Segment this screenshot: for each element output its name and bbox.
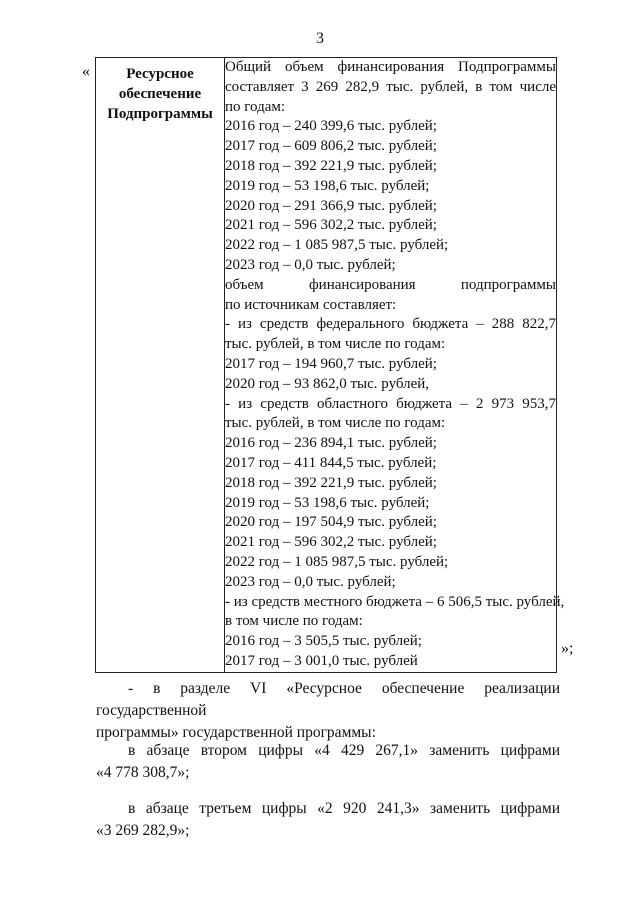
paragraph-line: «3 269 282,9»;: [96, 822, 190, 839]
replacement-paragraph: [96, 740, 560, 784]
detail-line: 2016 год – 240 399,6 тыс. рублей;: [225, 118, 437, 135]
resource-label-line: Ресурсное: [126, 66, 194, 82]
resource-label-line: обеспечение: [118, 86, 202, 102]
detail-line: тыс. рублей, в том числе по годам:: [225, 415, 446, 432]
detail-line: 2017 год – 194 960,7 тыс. рублей;: [225, 355, 437, 372]
detail-line: в том числе по годам:: [225, 613, 363, 630]
detail-line: 2022 год – 1 085 987,5 тыс. рублей;: [225, 237, 449, 254]
replacement-paragraph: [96, 798, 560, 842]
closing-quote: »;: [561, 640, 574, 657]
detail-line: по источникам составляет:: [225, 296, 397, 313]
paragraph-line: в абзаце третьем цифры «2 920 241,3» заменить цифрами: [128, 800, 560, 817]
resource-label-line: Подпрограммы: [107, 106, 213, 122]
detail-line: по годам:: [225, 98, 286, 115]
paragraph-line: программы» государственной программы:: [96, 724, 376, 741]
detail-line: - из средств местного бюджета – 6 506,5 тыс. рублей,: [225, 593, 565, 610]
paragraph-line: - в разделе VI «Ресурсное обеспечение реализации государственной: [96, 680, 560, 719]
resource-table: [95, 57, 565, 673]
detail-line: 2016 год – 3 505,5 тыс. рублей;: [225, 633, 422, 650]
resource-label-cell: [96, 58, 225, 673]
detail-line: 2020 год – 93 862,0 тыс. рублей,: [225, 375, 430, 392]
detail-line: 2021 год – 596 302,2 тыс. рублей;: [225, 217, 437, 234]
detail-line: 2023 год – 0,0 тыс. рублей;: [225, 573, 396, 590]
paragraph-line: в абзаце втором цифры «4 429 267,1» заменить цифрами: [128, 742, 560, 759]
detail-line: составляет 3 269 282,9 тыс. рублей, в том числе: [225, 78, 556, 95]
detail-line: 2019 год – 53 198,6 тыс. рублей;: [225, 494, 430, 511]
detail-line: 2019 год – 53 198,6 тыс. рублей;: [225, 177, 430, 194]
detail-line: 2021 год – 596 302,2 тыс. рублей;: [225, 534, 437, 551]
detail-line: 2017 год – 411 844,5 тыс. рублей;: [225, 454, 437, 471]
resource-label: [96, 58, 224, 124]
detail-line: 2020 год – 291 366,9 тыс. рублей;: [225, 197, 437, 214]
page-number: 3: [316, 30, 324, 47]
detail-line: - из средств федерального бюджета – 288 822,7: [225, 316, 556, 333]
detail-line: 2017 год – 3 001,0 тыс. рублей: [225, 652, 418, 669]
detail-line: 2018 год – 392 221,9 тыс. рублей;: [225, 474, 437, 491]
detail-line: Общий объем финансирования Подпрограммы: [225, 59, 556, 75]
opening-quote: «: [82, 63, 90, 80]
detail-line: 2017 год – 609 806,2 тыс. рублей;: [225, 138, 437, 155]
resource-details-cell: [225, 58, 565, 673]
detail-line: 2018 год – 392 221,9 тыс. рублей;: [225, 157, 437, 174]
detail-line: тыс. рублей, в том числе по годам:: [225, 336, 446, 353]
amendment-paragraph: [96, 678, 560, 744]
detail-line: - из средств областного бюджета – 2 973 953,7: [225, 395, 556, 412]
detail-line: 2022 год – 1 085 987,5 тыс. рублей;: [225, 553, 449, 570]
detail-line: объем финансирования подпрограммы: [225, 276, 556, 293]
paragraph-line: «4 778 308,7»;: [96, 764, 190, 781]
detail-line: 2020 год – 197 504,9 тыс. рублей;: [225, 514, 437, 531]
detail-line: 2016 год – 236 894,1 тыс. рублей;: [225, 435, 437, 452]
detail-line: 2023 год – 0,0 тыс. рублей;: [225, 256, 396, 273]
